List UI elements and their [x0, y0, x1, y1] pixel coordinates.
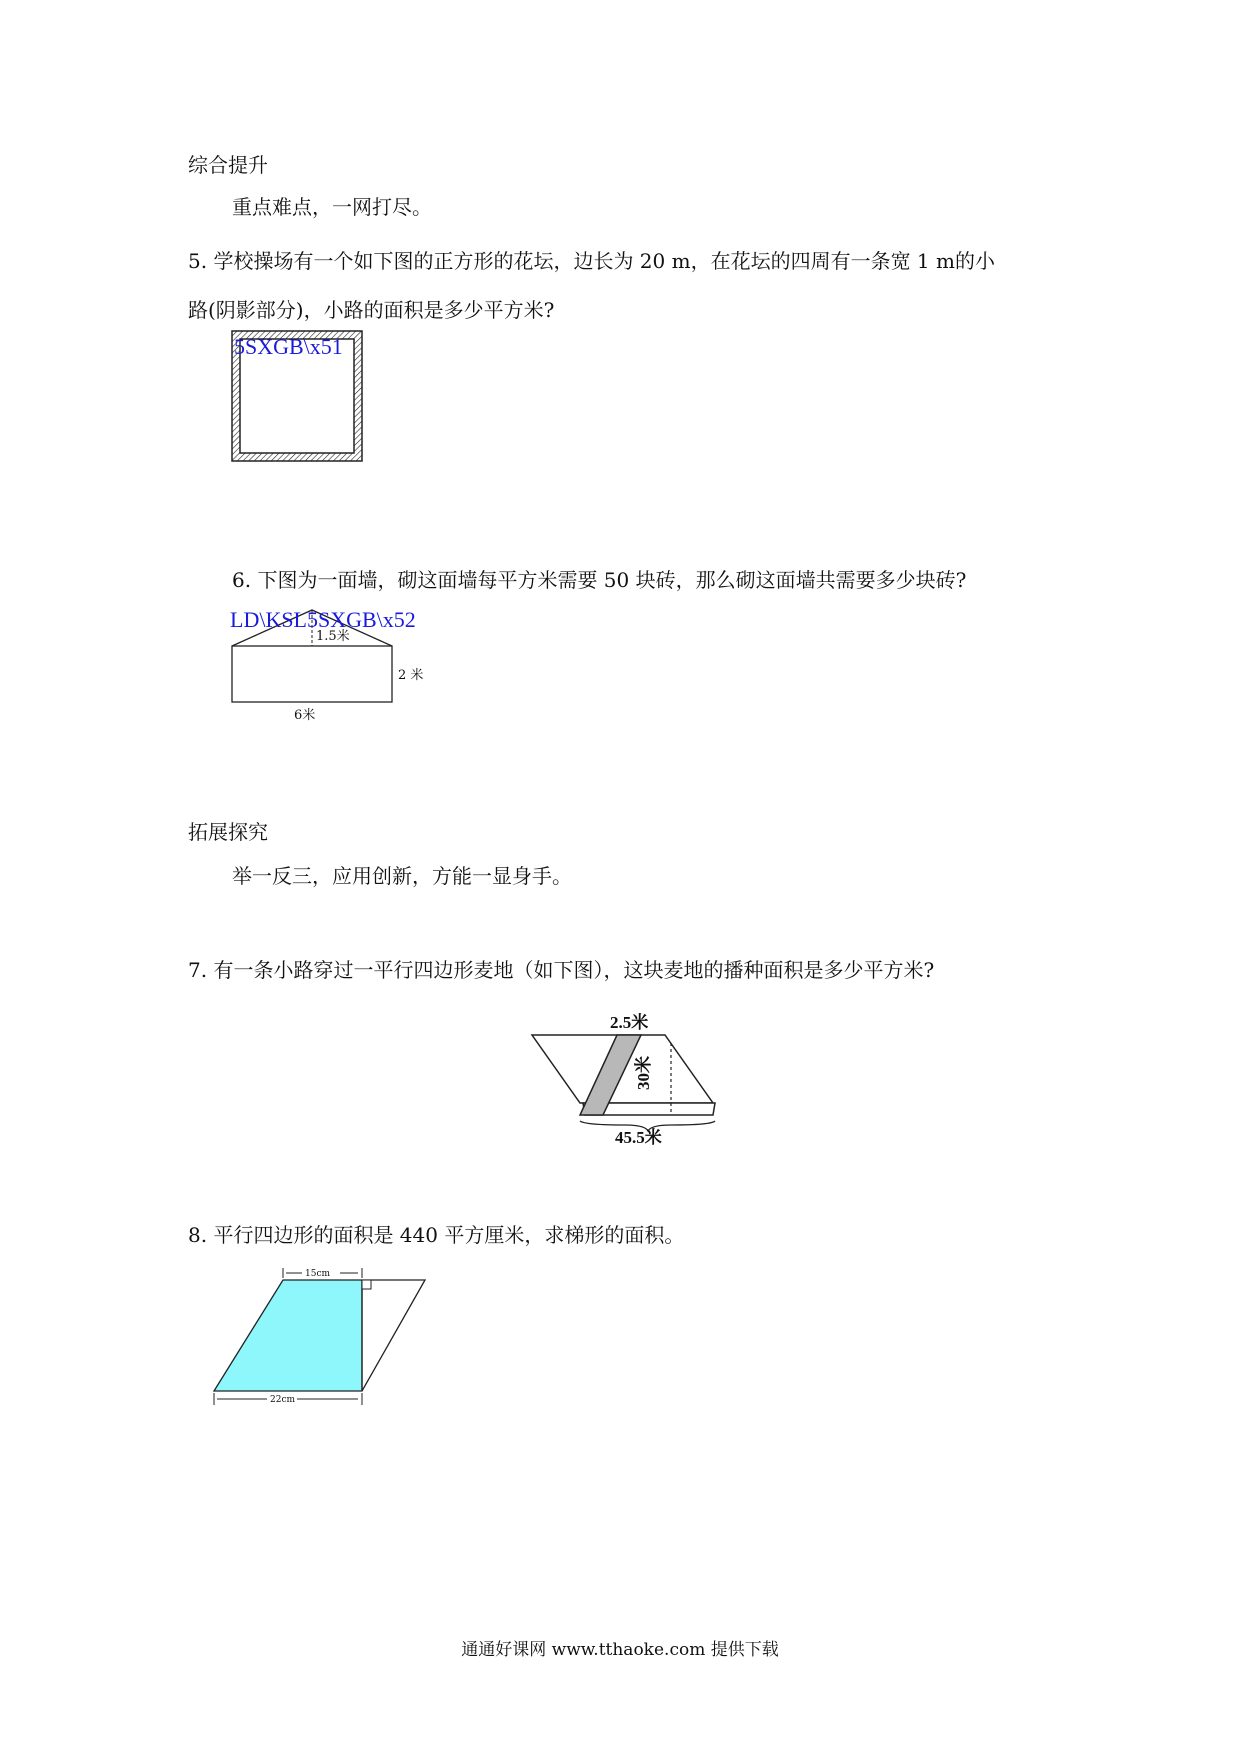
figure-5-flowerbed: [220, 325, 400, 475]
figure-7-wheat-field: [525, 1005, 720, 1145]
figure-6-wall: [220, 600, 460, 725]
question-8: 8. 平行四边形的面积是 440 平方厘米，求梯形的面积。: [188, 1223, 685, 1247]
right-angle-mark: [362, 1280, 371, 1289]
trapezoid-fill: [214, 1280, 362, 1391]
figure-8-parallelogram: [210, 1265, 430, 1410]
question-5-line2: 路(阴影部分)，小路的面积是多少平方米?: [188, 298, 555, 322]
question-7: 7. 有一条小路穿过一平行四边形麦地（如下图），这块麦地的播种面积是多少平方米?: [188, 958, 935, 982]
section-subtitle: 举一反三，应用创新，方能一显身手。: [232, 864, 572, 888]
top-length-label: 15cm: [305, 1269, 331, 1279]
question-5-line1: 5. 学校操场有一个如下图的正方形的花坛，边长为 20 m，在花坛的四周有一条宽 1 m的小: [188, 249, 995, 273]
section-subtitle: 重点难点，一网打尽。: [232, 195, 432, 219]
wall-base-label: 6米: [294, 708, 316, 723]
triangle-height-label: 1.5米: [316, 629, 350, 644]
section-title: 综合提升: [188, 153, 268, 177]
base-length-label: 22cm: [270, 1395, 296, 1405]
figure-6-code-label: LD\KSL5SXGB\x52: [230, 607, 416, 632]
wall-side-label: 2 米: [398, 668, 424, 683]
page-footer: 通通好课网 www.tthaoke.com 提供下载: [461, 1640, 779, 1660]
strip-width-label: 2.5米: [610, 1013, 649, 1032]
figure-5-code-label: 5SXGB\x51: [234, 334, 343, 359]
section-title: 拓展探究: [188, 820, 268, 844]
base-label: 45.5米: [615, 1128, 662, 1145]
question-6: 6. 下图为一面墙，砌这面墙每平方米需要 50 块砖，那么砌这面墙共需要多少块砖?: [232, 568, 967, 592]
wall-rectangle: [232, 646, 392, 702]
height-label: 30米: [634, 1056, 653, 1090]
